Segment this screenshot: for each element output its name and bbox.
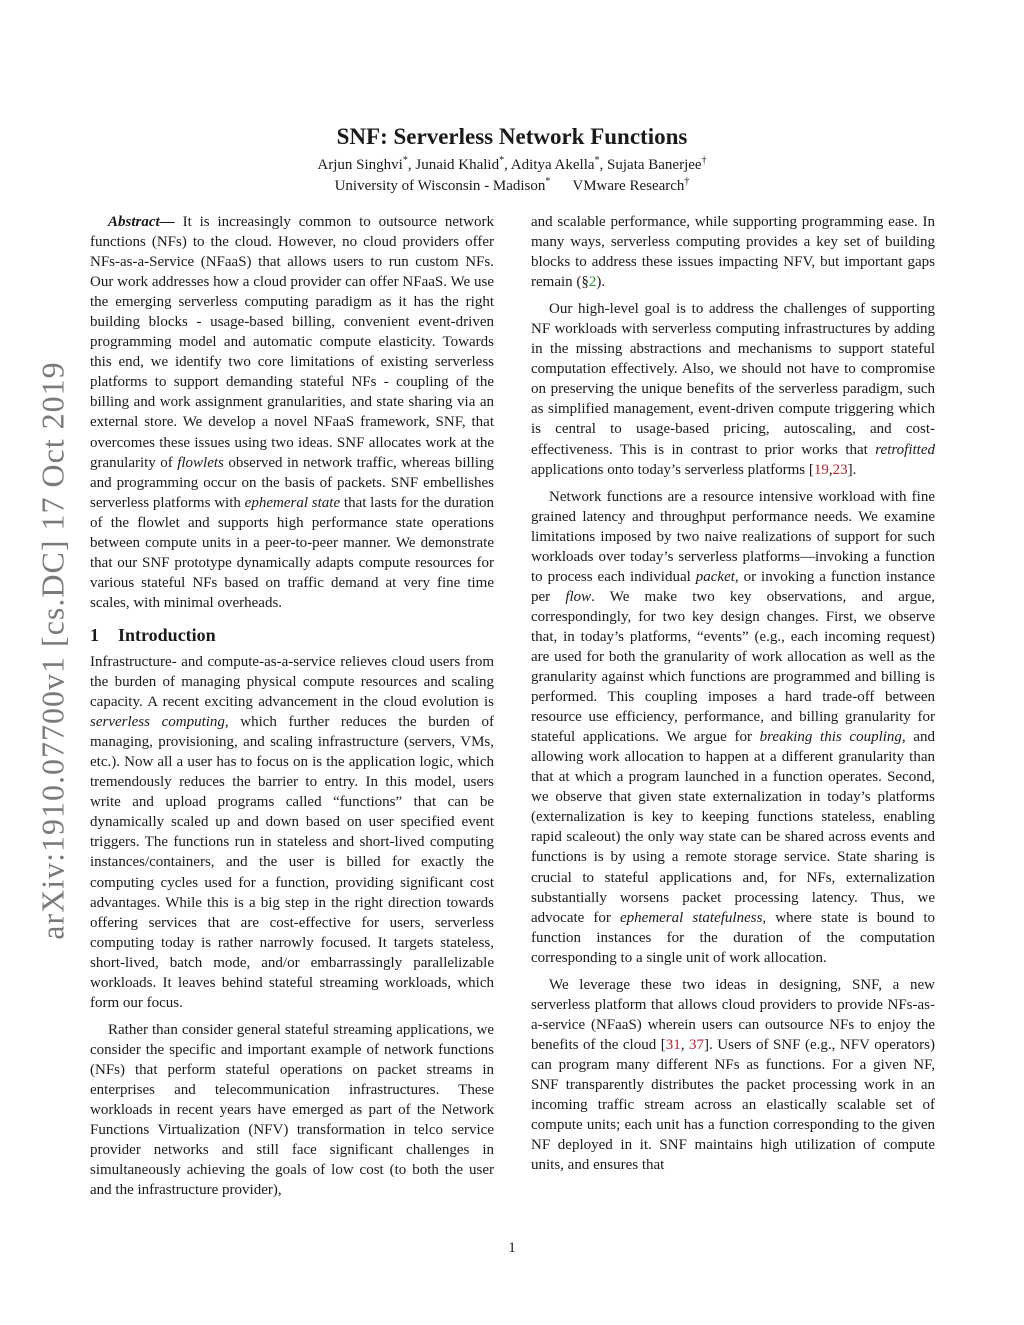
body-text: We leverage these two ideas in designing, SNF, a new serverless platform that allows cloud providers to provide NFs-as-a-service (NFaaS) wherein users can outsource NFs to enjoy the benefits of the cloud [ <box>531 976 935 1053</box>
left-column <box>90 212 494 1207</box>
intro-paragraph-1 <box>90 652 494 1013</box>
citation-link[interactable]: 31 <box>665 1036 681 1053</box>
author-name: Sujata Banerjee <box>607 157 702 173</box>
body-text: , or invoking a function instance per <box>531 568 935 605</box>
body-text: , and allowing work allocation to happen at a different granularity than that at which a program launched in a function operates. Second, we observe that given state externalization in today’s platforms (externalization is key to keeping functions stateless, enabling rapid scaleout) the only way state can be shared across events and functions is by using a remote storage service. State sharing is crucial to stateful applications and, for NFs, externalization substantially worsens packet processing latency. Thus, we advocate for <box>531 729 935 926</box>
author-name: Aditya Akella <box>510 157 595 173</box>
body-text: , where state is bound to function instances for the duration of the computation corresponding to a single unit of work allocation. <box>531 909 935 966</box>
affiliation-mark: † <box>684 176 690 187</box>
abstract-text: that lasts for the duration of the flowlet and supports high performance state operations between compute units in a peer-to-peer manner. We demonstrate that our SNF prototype dynamically adapts compute resources for various stateful NFs based on traffic demand at very fine time scales, with minimal overheads. <box>90 494 495 611</box>
affiliations <box>0 178 1024 195</box>
body-text: , which further reduces the burden of managing, provisioning, and scaling infrastructure (servers, VMs, etc.). Now all a user has to focus on is the application logic, which tremendously reduces the barrier to entry. In this model, users write and upload programs called “functions” that can be dynamically scaled up and down based on user specified event triggers. The functions run in stateless and short-lived computing instances/containers, and the user is billed for exactly the computing cycles used for a function, providing significant cost advantages. While this is a big step in the right direction towards offering services that are cost-effective for users, serverless computing today is rather narrowly focused. It targets stateless, short-lived, batch mode, and/or embarrassingly parallelizable workloads. It leaves behind stateful streaming workloads, which form our focus. <box>90 714 495 1011</box>
citation-separator: , <box>828 461 833 478</box>
affiliation-mark: * <box>545 176 551 187</box>
author-separator: , <box>504 157 511 173</box>
body-text: ]. <box>847 461 857 478</box>
section-reference-link[interactable]: 2 <box>588 274 597 291</box>
right-paragraph-3 <box>531 487 935 968</box>
author-mark: † <box>701 155 707 166</box>
author-name: Junaid Khalid <box>415 157 500 173</box>
page-number: 1 <box>508 1240 516 1256</box>
right-paragraph-1 <box>531 212 935 292</box>
author-mark: * <box>499 155 505 166</box>
right-paragraph-2 <box>531 299 935 479</box>
body-text: . We make two key observations, and argue, correspondingly, for two key design changes. First, we observe that, in today’s platforms, “events” (e.g., each incoming request) are used for both the granularity of work allocation as well as the granularity against which functions are programmed and billing is performed. This coupling imposes a hard trade-off between resource use efficiency, performance, and billing granularity for stateful applications. We argue for <box>531 588 935 746</box>
citation-separator: , <box>680 1036 689 1053</box>
body-emphasis: packet <box>695 568 735 585</box>
body-text: and scalable performance, while supporting programming ease. In many ways, serverless computing provides a key set of building blocks to address these issues impacting NFV, but important gaps remain (§ <box>531 214 935 291</box>
body-emphasis: retrofitted <box>875 441 935 458</box>
body-text: ]. Users of SNF (e.g., NFV operators) can program many different NFs as functions. For a given NF, SNF transparently distributes the packet processing work in an incoming traffic stream across an elastically scalable set of compute units; each unit has a function corresponding to the given NF deployed in it. SNF maintains high utilization of compute units, and ensures that <box>531 1036 935 1174</box>
body-text: ). <box>596 274 606 291</box>
author-list <box>0 157 1024 174</box>
author-separator: , <box>599 157 608 173</box>
body-emphasis: flow <box>565 588 592 605</box>
abstract-text: observed in network traffic, whereas billing and programming occur on the basis of packets. SNF embellishes serverless platforms with <box>90 454 494 511</box>
abstract-text: It is increasingly common to outsource network functions (NFs) to the cloud. However, no cloud providers offer NFs-as-a-Service (NFaaS) that allows users to run custom NFs. Our work addresses how a cloud provider can offer NFaaS. We use the emerging serverless computing paradigm as it has the right building blocks - usage-based billing, convenient event-driven programming model and automatic compute elasticity. Towards this end, we identify two core limitations of existing serverless platforms to support demanding stateful NFs - coupling of the billing and work assignment granularities, and state sharing via an external store. We develop a novel NFaaS framework, SNF, that overcomes these issues using two ideas. SNF allocates work at the granularity of <box>90 214 494 471</box>
arxiv-margin-stamp <box>30 350 76 950</box>
abstract-label: Abstract— <box>108 214 175 230</box>
right-paragraph-4 <box>531 975 935 1175</box>
section-number: 1 <box>90 624 99 645</box>
body-emphasis: serverless computing <box>90 714 225 731</box>
paper-title: SNF: Serverless Network Functions <box>336 124 688 149</box>
author-mark: * <box>594 155 600 166</box>
body-text: Our high-level goal is to address the challenges of supporting NF workloads with serverless computing infrastructures by adding in the missing abstractions and mechanisms to support stateful computation effectively. Also, we should not have to compromise on preserving the unique benefits of the serverless paradigm, such as simplified management, event-driven compute triggering which is central to usage-based pricing, autoscaling, and cost-effectiveness. This is in contrast to prior works that <box>531 301 935 458</box>
abstract-emphasis: flowlets <box>177 454 224 471</box>
abstract-emphasis: ephemeral state <box>244 494 341 511</box>
citation-link[interactable]: 23 <box>832 461 848 478</box>
section-title: Introduction <box>118 624 216 645</box>
right-column <box>531 212 935 1182</box>
author-mark: * <box>402 155 408 166</box>
body-text: Infrastructure- and compute-as-a-service relieves cloud users from the burden of managing physical compute resources and scaling capacity. A recent exciting advancement in the cloud evolution is <box>90 653 494 711</box>
author-separator: , <box>407 157 416 173</box>
body-emphasis: breaking this coupling <box>759 729 902 746</box>
body-text: applications onto today’s serverless platforms [ <box>531 461 814 478</box>
citation-link[interactable]: 37 <box>689 1036 704 1053</box>
arxiv-identifier: arXiv:1910.07700v1 [cs.DC] 17 Oct 2019 <box>34 360 71 940</box>
abstract-paragraph <box>90 212 494 613</box>
intro-paragraph-2: Rather than consider general stateful streaming applications, we consider the specific and important example of network functions (NFs) that perform stateful operations on packet streams in enterprises and telecommunication infrastructures. These workloads in recent years have emerged as part of the Network Functions Virtualization (NFV) transformation in telco service provider networks and still face significant challenges in simultaneously achieving the goals of low cost (to both the user and the infrastructure provider), <box>90 1021 494 1199</box>
body-text: Network functions are a resource intensive workload with fine grained latency and throughput performance needs. We examine limitations imposed by two naive realizations of support for such workloads over today’s serverless platforms—invoking a function to process each individual <box>531 488 935 585</box>
body-emphasis: ephemeral statefulness <box>620 909 763 926</box>
affiliation-name: VMware Research <box>572 178 685 194</box>
citation-link[interactable]: 19 <box>813 461 829 478</box>
section-heading-introduction <box>90 625 494 645</box>
affiliation-name: University of Wisconsin - Madison <box>334 178 546 194</box>
author-name: Arjun Singhvi <box>317 157 403 173</box>
